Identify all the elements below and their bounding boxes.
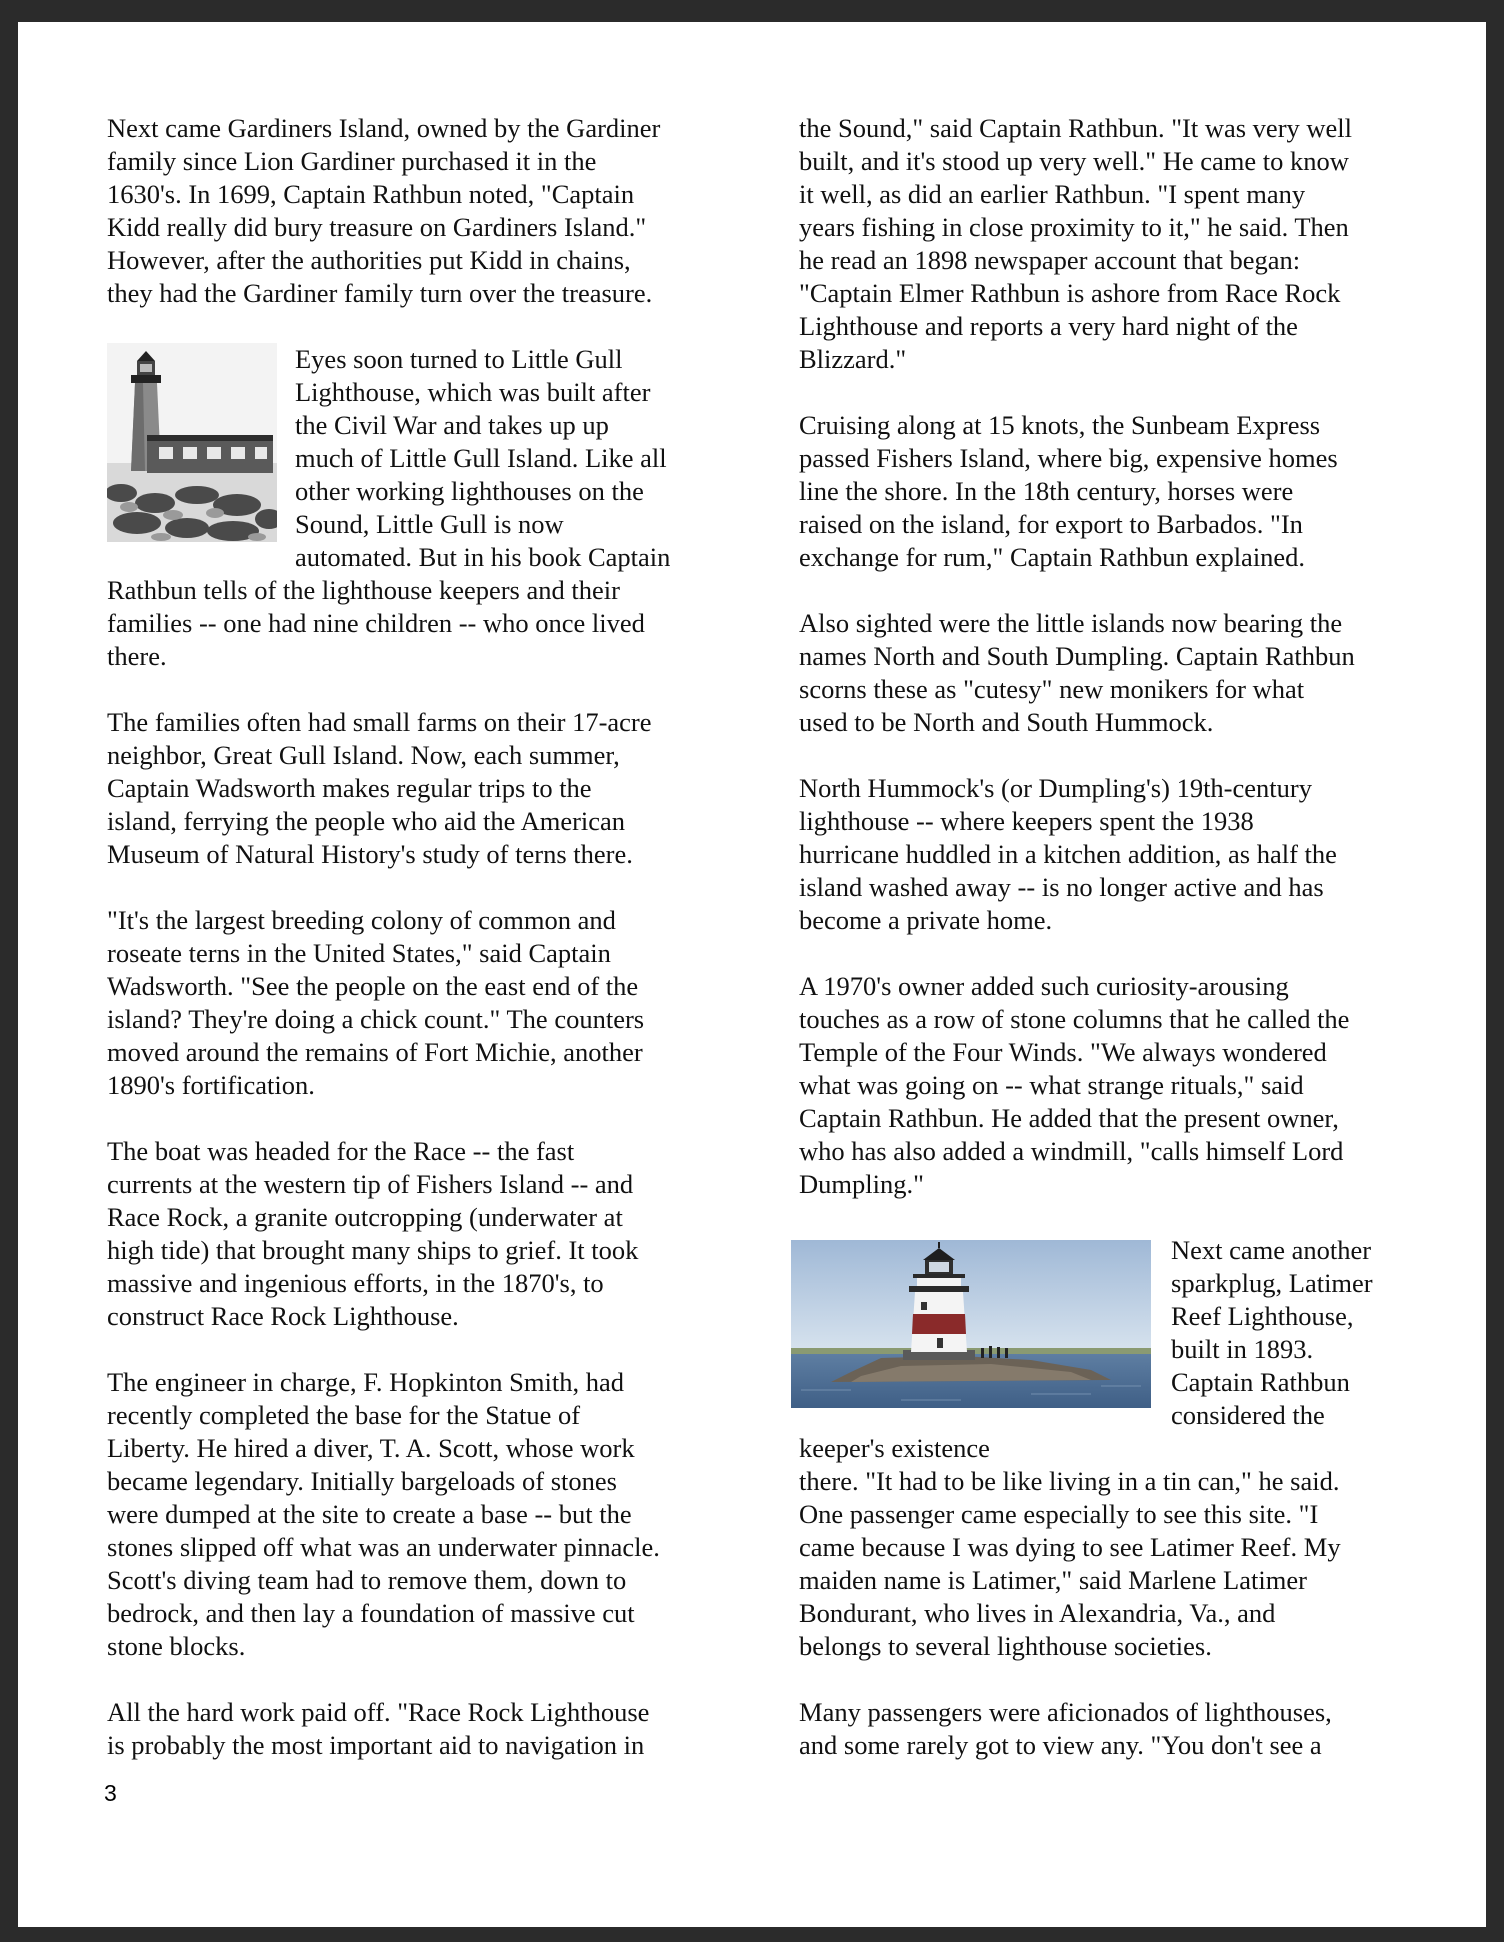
- paragraph-hard-work: All the hard work paid off. "Race Rock Lighthouse is probably the most important aid to navigation in: [107, 1697, 650, 1760]
- paragraph-north-hummock: North Hummock's (or Dumpling's) 19th-century lighthouse -- where keepers spent the 1938 hurricane huddled in a kitchen addition, as half the island washed away -- is no longer active and has become a private home.: [799, 773, 1337, 935]
- paragraph-engineer: The engineer in charge, F. Hopkinton Smith, had recently completed the base for the Statue of Liberty. He hired a diver, T. A. Scott, whose work became legendary. Initially bargeloads of stones were dumped at the site to create a base -- but the stones slipped off what was an underwater pinnacle. Scott's diving team had to remove them, down to bedrock, and then lay a foundation of massive cut stone blocks.: [107, 1367, 660, 1661]
- paragraph-fishers-island: Cruising along at 15 knots, the Sunbeam Express passed Fishers Island, where big, expensive homes line the shore. In the 18th century, horses were raised on the island, for export to Barbados. "In exchange for rum," Captain Rathbun explained.: [799, 410, 1338, 572]
- paragraph-little-gull: Eyes soon turned to Little Gull Lighthouse, which was built after the Civil War and takes up up much of Little Gull Island. Like all other working lighthouses on the Sound, Little Gull is now automated. But in his book Captain Rathbun tells of the lighthouse keepers and their families -- one had nine children -- who once lived there.: [107, 344, 671, 671]
- paragraph-latimer-reef: Next came another sparkplug, Latimer Reef Lighthouse, built in 1893. Captain Rathbun considered the keeper's existence there. "It had to be like living in a tin can," he said. One passenger came especially to see this site. "I came because I was dying to see Latimer Reef. My maiden name is Latimer," said Marlene Latimer Bondurant, who lives in Alexandria, Va., and belongs to several lighthouse societies.: [799, 1235, 1373, 1661]
- little-gull-lighthouse-photo: [107, 343, 277, 542]
- paragraph-aficionados: Many passengers were aficionados of lighthouses, and some rarely got to view any. "You don't see a: [799, 1697, 1332, 1760]
- viewer-top-bar: [0, 0, 1504, 22]
- paragraph-great-gull-island: The families often had small farms on their 17-acre neighbor, Great Gull Island. Now, each summer, Captain Wadsworth makes regular trips to the island, ferrying the people who aid the American Museum of Natural History's study of terns there.: [107, 707, 652, 869]
- paragraph-sound-quote: the Sound," said Captain Rathbun. "It was very well built, and it's stood up very well." He came to know it well, as did an earlier Rathbun. "I spent many years fishing in close proximity to it," he said. Then he read an 1898 newspaper account that began: "Captain Elmer Rathbun is ashore from Race Rock Lighthouse and reports a very hard night of the Blizzard.": [799, 113, 1353, 374]
- paragraph-dumplings: Also sighted were the little islands now bearing the names North and South Dumpling. Captain Rathbun scorns these as "cutesy" new monikers for what used to be North and South Hummock.: [799, 608, 1355, 737]
- paragraph-gardiners-island: Next came Gardiners Island, owned by the Gardiner family since Lion Gardiner purchased it in the 1630's. In 1699, Captain Rathbun noted, "Captain Kidd really did bury treasure on Gardiners Island." However, after the authorities put Kidd in chains, they had the Gardiner family turn over the treasure.: [107, 113, 661, 308]
- page-number: 3: [104, 1780, 117, 1806]
- document-page: [18, 22, 1486, 1927]
- right-column: [799, 112, 1419, 1795]
- paragraph-tern-colony: "It's the largest breeding colony of common and roseate terns in the United States," said Captain Wadsworth. "See the people on the east end of the island? They're doing a chick count." The counters moved around the remains of Fort Michie, another 1890's fortification.: [107, 905, 645, 1100]
- left-column: [107, 112, 735, 1795]
- paragraph-four-winds: A 1970's owner added such curiosity-arousing touches as a row of stone columns that he called the Temple of the Four Winds. "We always wondered what was going on -- what strange rituals," said Captain Rathbun. He added that the present owner, who has also added a windmill, "calls himself Lord Dumpling.": [799, 971, 1350, 1199]
- paragraph-race-rock: The boat was headed for the Race -- the fast currents at the western tip of Fishers Island -- and Race Rock, a granite outcropping (underwater at high tide) that brought many ships to grief. It took massive and ingenious efforts, in the 1870's, to construct Race Rock Lighthouse.: [107, 1136, 639, 1331]
- latimer-reef-lighthouse-photo: [791, 1240, 1151, 1408]
